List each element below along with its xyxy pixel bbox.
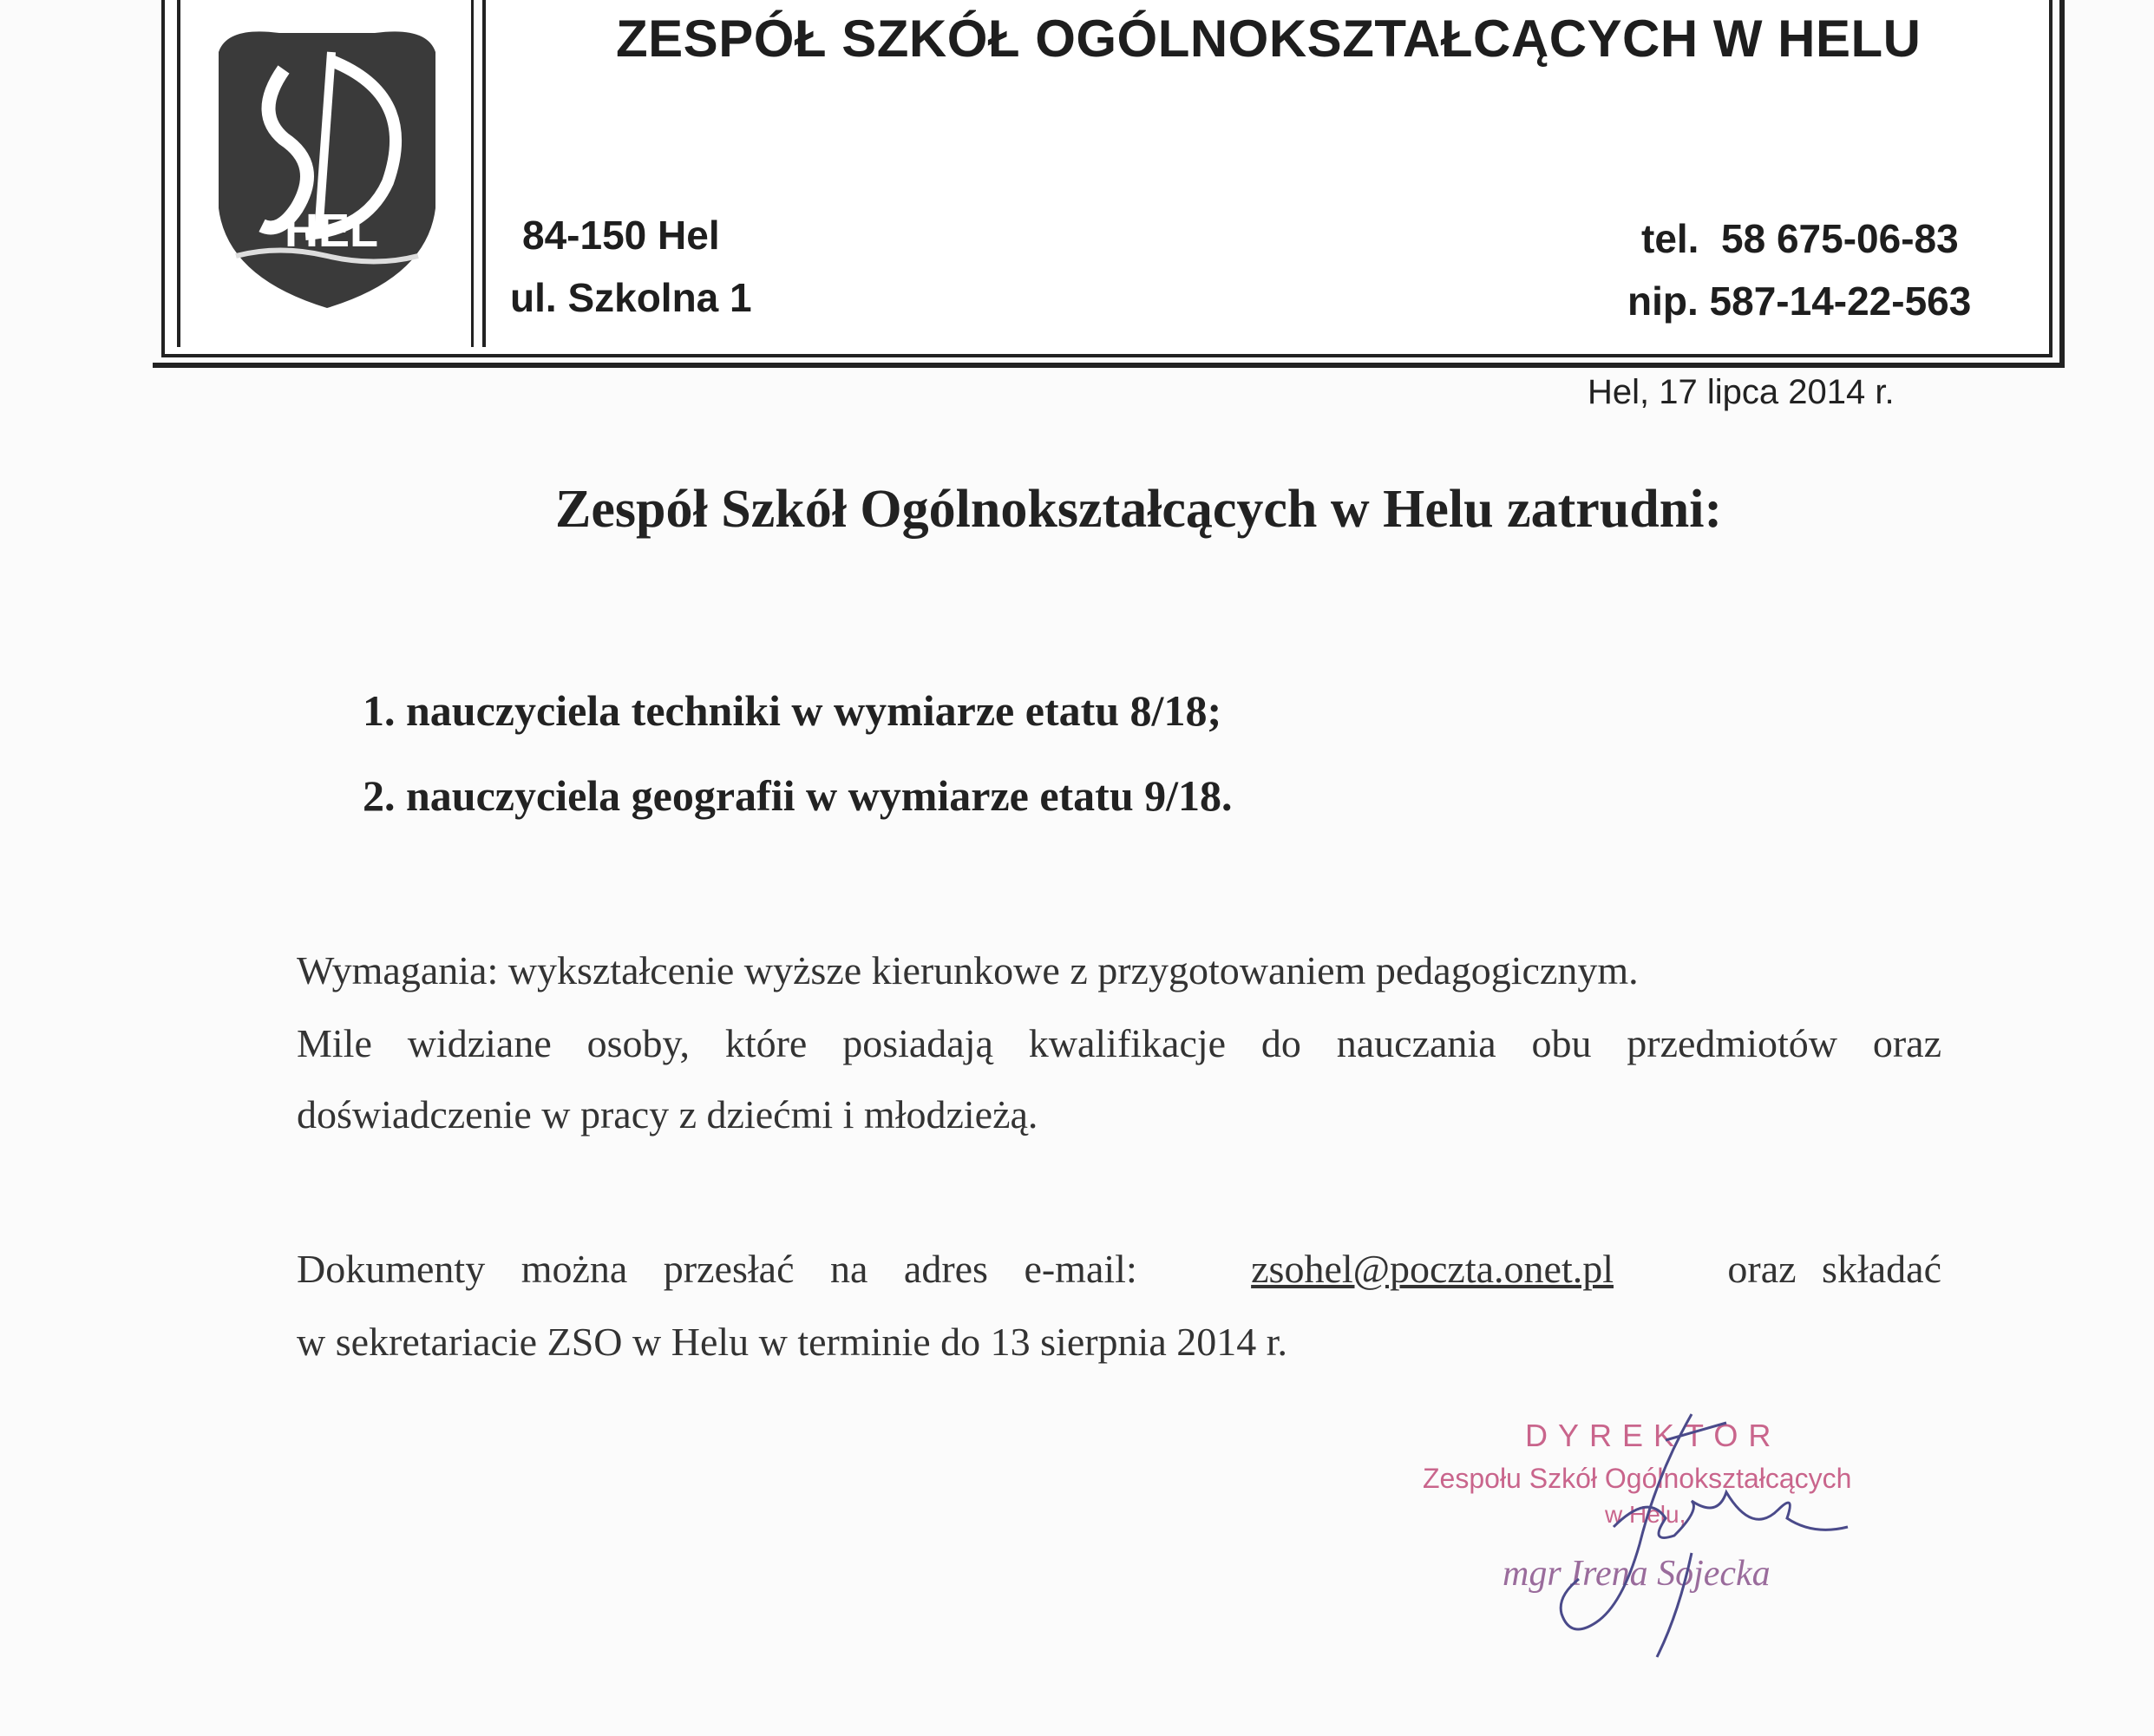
job-item — [363, 770, 1233, 821]
handwritten-signature — [1553, 1405, 1865, 1666]
preferred-text-line2: doświadczenie w pracy z dziećmi i młodzieżą. — [297, 1092, 1038, 1137]
job-number: 1. — [363, 686, 396, 735]
requirements-text: Wymagania: wykształcenie wyższe kierunkowe z przygotowaniem pedagogicznym. — [297, 948, 1639, 992]
stamp-place: w Helu, — [1605, 1501, 1686, 1528]
documents-suffix: oraz składać — [1727, 1247, 1941, 1291]
stamp-name: mgr Irena Sojecka — [1503, 1554, 1771, 1594]
school-logo — [201, 17, 453, 312]
job-item — [363, 685, 1221, 736]
school-name: ZESPÓŁ SZKÓŁ OGÓLNOKSZTAŁCĄCYCH W HELU — [616, 10, 1922, 68]
job-number: 2. — [363, 771, 396, 820]
documents-line1 — [297, 1234, 1941, 1305]
job-text: nauczyciela geografii w wymiarze etatu 9/18. — [406, 771, 1233, 820]
svg-text:HEL: HEL — [285, 205, 378, 257]
headline: Zespół Szkół Ogólnokształcących w Helu zatrudni: — [555, 480, 1723, 539]
letterhead — [161, 0, 2053, 357]
documents-prefix: Dokumenty można przesłać na adres e-mail: — [297, 1247, 1137, 1291]
preferred-text-line1: Mile widziane osoby, które posiadają kwalifikacje do nauczania obu przedmiotów oraz — [297, 1021, 1941, 1065]
street-address: ul. Szkolna 1 — [510, 275, 752, 320]
phone-number: tel. 58 675-06-83 — [1641, 216, 1959, 261]
logo-box — [177, 0, 486, 347]
document-date: Hel, 17 lipca 2014 r. — [1588, 373, 1895, 411]
tax-id: nip. 587-14-22-563 — [1627, 278, 1972, 324]
stamp-title: DYREKTOR — [1525, 1418, 1782, 1453]
documents-line2: w sekretariacie ZSO w Helu w terminie do 13 sierpnia 2014 r. — [297, 1320, 1288, 1364]
stamp-organization: Zespołu Szkół Ogólnokształcących — [1423, 1463, 1852, 1494]
postal-code: 84-150 Hel — [522, 213, 720, 258]
email-link[interactable]: zsohel@poczta.onet.pl — [1251, 1247, 1614, 1291]
job-text: nauczyciela techniki w wymiarze etatu 8/18; — [406, 686, 1222, 735]
